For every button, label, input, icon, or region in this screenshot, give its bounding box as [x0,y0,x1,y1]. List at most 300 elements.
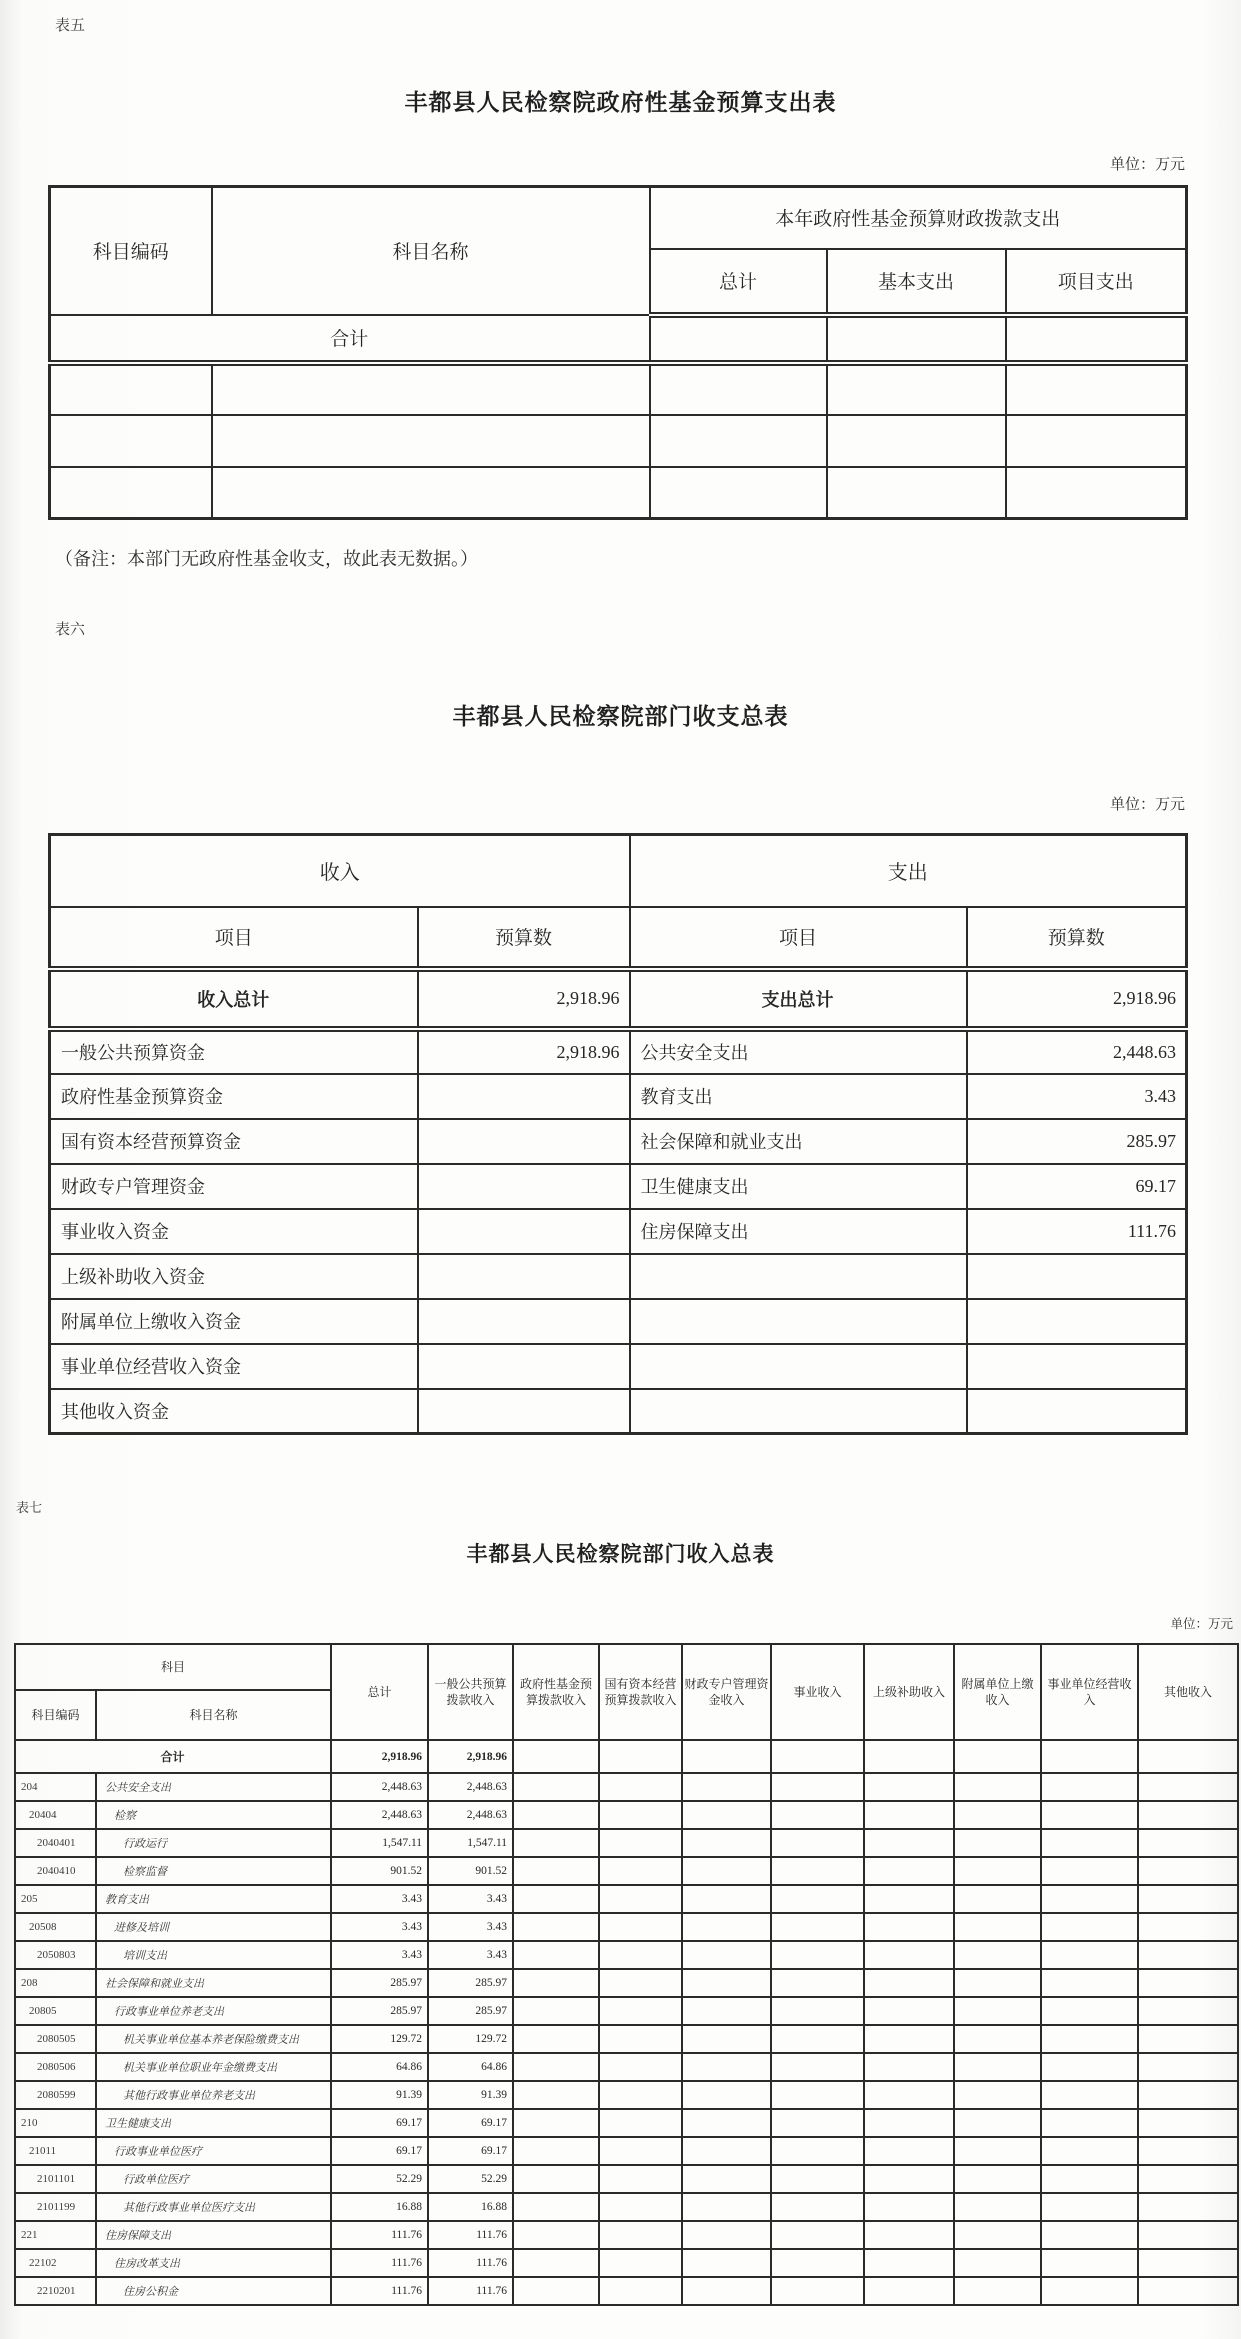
value-cell [513,1913,599,1941]
general-budget-value-cell: 285.97 [428,1969,513,1997]
expense-item-cell: 支出总计 [630,969,967,1029]
value-cell [1006,415,1187,467]
total-value-cell: 2,448.63 [331,1801,428,1829]
general-budget-value-cell: 3.43 [428,1913,513,1941]
general-budget-value-cell: 16.88 [428,2193,513,2221]
value-cell [771,1740,864,1773]
table6-group-header-row [50,835,1187,907]
subject-code-cell: 2080506 [15,2053,96,2081]
value-cell [682,2249,771,2277]
table7-column-header: 财政专户管理资金收入 [682,1644,771,1740]
income-value-cell [418,1209,630,1254]
subject-name-cell: 住房保障支出 [96,2221,331,2249]
table6-header [50,835,1187,969]
value-cell [1138,2193,1238,2221]
total-value-cell: 3.43 [331,1941,428,1969]
value-cell [864,2249,954,2277]
table6-unit-label: 单位：万元 [1109,797,1185,813]
expense-value-cell: 2,448.63 [967,1029,1187,1074]
table7-row [15,1857,1238,1885]
subject-code-cell: 2101101 [15,2165,96,2193]
value-cell [682,1801,771,1829]
value-cell [599,1740,682,1773]
value-cell [682,1885,771,1913]
value-cell [771,1773,864,1801]
general-budget-value-cell: 1,547.11 [428,1829,513,1857]
value-cell [954,2193,1041,2221]
value-cell [954,1857,1041,1885]
expense-item-cell: 社会保障和就业支出 [630,1119,967,1164]
table7-row [15,2165,1238,2193]
value-cell [864,1913,954,1941]
table7-unit-label: 单位：万元 [1170,1617,1233,1631]
value-cell [513,1997,599,2025]
subject-name-cell: 其他行政事业单位医疗支出 [96,2193,331,2221]
total-value-cell: 285.97 [331,1969,428,1997]
department-income-expenditure-summary-table [48,833,1188,1435]
value-cell [513,2165,599,2193]
subject-name-cell: 卫生健康支出 [96,2109,331,2137]
subject-code-cell: 2080599 [15,2081,96,2109]
total-value-cell: 3.43 [331,1913,428,1941]
value-cell [599,2249,682,2277]
table5-empty-body [50,363,1187,519]
value-cell [864,2193,954,2221]
subject-code-header: 科目编码 [15,1690,96,1740]
value-cell [771,2081,864,2109]
value-cell [513,2109,599,2137]
income-item-header: 项目 [50,907,418,969]
project-expenditure-column-header: 项目支出 [1006,249,1187,315]
value-cell [1138,1829,1238,1857]
value-cell [682,2109,771,2137]
value-cell [599,1913,682,1941]
expense-item-cell [630,1389,967,1434]
value-cell [864,1969,954,1997]
income-item-cell: 事业收入资金 [50,1209,418,1254]
expense-value-cell: 69.17 [967,1164,1187,1209]
total-value-cell: 69.17 [331,2137,428,2165]
value-cell [513,2221,599,2249]
value-cell [771,2137,864,2165]
table6-row [50,1299,1187,1344]
value-cell [1138,2165,1238,2193]
value-cell [1138,2025,1238,2053]
total-value-cell: 2,448.63 [331,1773,428,1801]
table7-row [15,2053,1238,2081]
value-cell [771,1997,864,2025]
value-cell [682,1997,771,2025]
value-cell [513,1829,599,1857]
total-value-cell: 111.76 [331,2249,428,2277]
value-cell [599,1773,682,1801]
general-budget-value-cell: 111.76 [428,2277,513,2305]
value-cell [1041,2137,1138,2165]
table6-row [50,1029,1187,1074]
value-cell [864,2165,954,2193]
value-cell [650,363,827,415]
total-value-cell: 69.17 [331,2109,428,2137]
value-cell [1041,1885,1138,1913]
value-cell [771,1801,864,1829]
general-budget-value-cell: 129.72 [428,2025,513,2053]
table6-row [50,1164,1187,1209]
income-item-cell: 财政专户管理资金 [50,1164,418,1209]
subject-name-cell [212,467,650,519]
value-cell [599,2221,682,2249]
subject-name-cell: 合计 [15,1740,331,1773]
table7-column-header: 国有资本经营预算拨款收入 [599,1644,682,1740]
expense-item-cell [630,1344,967,1389]
general-budget-value-cell: 285.97 [428,1997,513,2025]
table6-row [50,1209,1187,1254]
value-cell [599,2193,682,2221]
income-item-cell: 上级补助收入资金 [50,1254,418,1299]
subject-name-cell [212,415,650,467]
income-item-cell: 附属单位上缴收入资金 [50,1299,418,1344]
value-cell [1138,1885,1238,1913]
table7-row [15,2221,1238,2249]
value-cell [682,2025,771,2053]
general-budget-value-cell: 91.39 [428,2081,513,2109]
value-cell [599,2081,682,2109]
expense-item-header: 项目 [630,907,967,969]
value-cell [1041,2081,1138,2109]
table5-tag: 表五 [55,18,86,34]
table5-note: （备注：本部门无政府性基金收支，故此表无数据。） [55,549,478,569]
expense-value-cell [967,1299,1187,1344]
value-cell [1138,2081,1238,2109]
subject-name-cell [212,363,650,415]
income-group-header: 收入 [50,835,630,907]
value-cell [1041,1773,1138,1801]
general-budget-value-cell: 3.43 [428,1885,513,1913]
table6-row [50,1389,1187,1434]
subject-code-cell: 2080505 [15,2025,96,2053]
value-cell [599,1969,682,1997]
subject-name-header: 科目名称 [212,187,650,315]
income-item-cell: 事业单位经营收入资金 [50,1344,418,1389]
table6-row [50,1254,1187,1299]
table7-row [15,1969,1238,1997]
value-cell [1041,1969,1138,1997]
table7-row [15,1740,1238,1773]
value-cell [1041,1801,1138,1829]
subject-name-cell: 社会保障和就业支出 [96,1969,331,1997]
table7-column-header: 事业单位经营收入 [1041,1644,1138,1740]
subject-name-cell: 行政单位医疗 [96,2165,331,2193]
value-cell [513,2081,599,2109]
value-cell [1006,363,1187,415]
total-column-header: 总计 [650,249,827,315]
value-cell [771,2025,864,2053]
subject-name-cell: 机关事业单位基本养老保险缴费支出 [96,2025,331,2053]
subject-group-header: 科目 [15,1644,331,1690]
total-value-cell: 285.97 [331,1997,428,2025]
general-budget-value-cell: 3.43 [428,1941,513,1969]
subject-code-cell: 2210201 [15,2277,96,2305]
basic-expenditure-column-header: 基本支出 [827,249,1006,315]
expense-value-cell [967,1389,1187,1434]
value-cell [864,2137,954,2165]
expense-item-cell [630,1254,967,1299]
subject-name-cell: 行政事业单位养老支出 [96,1997,331,2025]
value-cell [954,1997,1041,2025]
value-cell [1138,1997,1238,2025]
value-cell [771,2165,864,2193]
table7-row [15,2277,1238,2305]
expense-item-cell: 公共安全支出 [630,1029,967,1074]
subject-name-header: 科目名称 [96,1690,331,1740]
table5-title: 丰都县人民检察院政府性基金预算支出表 [404,90,837,115]
value-cell [954,2165,1041,2193]
expense-value-cell: 3.43 [967,1074,1187,1119]
value-cell [513,2025,599,2053]
table6-tag: 表六 [55,622,86,638]
value-cell [599,2109,682,2137]
table7-row [15,1773,1238,1801]
value-cell [827,467,1006,519]
subject-code-cell: 2050803 [15,1941,96,1969]
general-budget-value-cell: 901.52 [428,1857,513,1885]
table6-column-header-row [50,907,1187,969]
value-cell [864,2109,954,2137]
value-cell [682,2137,771,2165]
table7-title: 丰都县人民检察院部门收入总表 [466,1542,775,1566]
expense-item-cell: 卫生健康支出 [630,1164,967,1209]
value-cell [771,1885,864,1913]
value-cell [599,1941,682,1969]
value-cell [682,1829,771,1857]
subject-code-cell: 21011 [15,2137,96,2165]
income-value-cell [418,1344,630,1389]
value-cell [1138,2277,1238,2305]
value-cell [827,415,1006,467]
value-cell [650,415,827,467]
value-cell [599,1857,682,1885]
value-cell [771,2249,864,2277]
table7-body [15,1740,1238,2305]
value-cell [827,363,1006,415]
expense-item-cell: 教育支出 [630,1074,967,1119]
total-value-cell: 2,918.96 [331,1740,428,1773]
table5-total-row [50,315,1187,363]
value-cell [1041,1997,1138,2025]
income-item-cell: 国有资本经营预算资金 [50,1119,418,1164]
value-cell [771,1969,864,1997]
subject-code-cell [50,415,212,467]
value-cell [864,1997,954,2025]
value-cell [864,1801,954,1829]
table7-row [15,2193,1238,2221]
value-cell [682,2165,771,2193]
table7-column-header: 附属单位上缴收入 [954,1644,1041,1740]
expense-group-header: 支出 [630,835,1187,907]
subject-name-cell: 检察 [96,1801,331,1829]
income-item-cell: 一般公共预算资金 [50,1029,418,1074]
subject-name-cell: 公共安全支出 [96,1773,331,1801]
value-cell [682,1773,771,1801]
value-cell [599,1997,682,2025]
general-budget-value-cell: 2,918.96 [428,1740,513,1773]
table7-column-header: 总计 [331,1644,428,1740]
value-cell [1138,1969,1238,1997]
value-cell [954,2109,1041,2137]
table6-row [50,1344,1187,1389]
value-cell [1041,1913,1138,1941]
subject-code-cell: 2101199 [15,2193,96,2221]
value-cell [1138,1801,1238,1829]
fund-appropriation-group-header: 本年政府性基金预算财政拨款支出 [650,187,1187,249]
general-budget-value-cell: 69.17 [428,2109,513,2137]
value-cell [954,1801,1041,1829]
income-value-cell [418,1389,630,1434]
table7-row [15,1997,1238,2025]
value-cell [1138,1773,1238,1801]
subject-name-cell: 其他行政事业单位养老支出 [96,2081,331,2109]
value-cell [650,315,827,363]
value-cell [1041,2277,1138,2305]
value-cell [682,2053,771,2081]
value-cell [864,2221,954,2249]
total-value-cell: 111.76 [331,2221,428,2249]
value-cell [1138,2249,1238,2277]
value-cell [864,1941,954,1969]
subject-code-cell: 208 [15,1969,96,1997]
value-cell [771,1913,864,1941]
subject-name-cell: 机关事业单位职业年金缴费支出 [96,2053,331,2081]
total-value-cell: 1,547.11 [331,1829,428,1857]
table6-row [50,1119,1187,1164]
total-value-cell: 111.76 [331,2277,428,2305]
table7-row [15,1913,1238,1941]
subject-name-cell: 住房改革支出 [96,2249,331,2277]
value-cell [682,2221,771,2249]
expense-budget-header: 预算数 [967,907,1187,969]
table7-row [15,1829,1238,1857]
total-row-label: 合计 [50,315,650,363]
general-budget-value-cell: 111.76 [428,2221,513,2249]
subject-code-cell: 204 [15,1773,96,1801]
value-cell [1041,2193,1138,2221]
value-cell [1041,1941,1138,1969]
value-cell [1041,1740,1138,1773]
value-cell [954,2137,1041,2165]
value-cell [599,1801,682,1829]
subject-name-cell: 教育支出 [96,1885,331,1913]
subject-code-cell: 20805 [15,1997,96,2025]
income-value-cell [418,1119,630,1164]
subject-code-cell: 20508 [15,1913,96,1941]
value-cell [864,2025,954,2053]
income-value-cell: 2,918.96 [418,1029,630,1074]
value-cell [954,2249,1041,2277]
total-value-cell: 64.86 [331,2053,428,2081]
table5-total-body [50,315,1187,363]
value-cell [954,2053,1041,2081]
value-cell [513,1857,599,1885]
value-cell [864,1829,954,1857]
subject-code-cell [50,363,212,415]
table6-title: 丰都县人民检察院部门收支总表 [452,704,789,729]
general-budget-value-cell: 52.29 [428,2165,513,2193]
income-budget-header: 预算数 [418,907,630,969]
table7-column-header: 其他收入 [1138,1644,1238,1740]
subject-code-cell [50,467,212,519]
general-budget-value-cell: 64.86 [428,2053,513,2081]
value-cell [954,2221,1041,2249]
total-value-cell: 129.72 [331,2025,428,2053]
value-cell [771,2277,864,2305]
table7-row [15,1885,1238,1913]
value-cell [599,1829,682,1857]
value-cell [513,1773,599,1801]
value-cell [599,2025,682,2053]
value-cell [682,2277,771,2305]
value-cell [827,315,1006,363]
table7-row [15,2249,1238,2277]
value-cell [1041,1829,1138,1857]
value-cell [682,2081,771,2109]
income-value-cell [418,1074,630,1119]
value-cell [954,1941,1041,1969]
value-cell [771,1829,864,1857]
value-cell [771,1857,864,1885]
department-income-summary-table [14,1643,1239,2306]
table7-row [15,2109,1238,2137]
total-value-cell: 901.52 [331,1857,428,1885]
value-cell [682,1969,771,1997]
value-cell [954,2277,1041,2305]
table5-header-row1 [50,187,1187,249]
subject-name-cell: 进修及培训 [96,1913,331,1941]
income-value-cell [418,1299,630,1344]
value-cell [1138,1941,1238,1969]
income-item-cell: 其他收入资金 [50,1389,418,1434]
value-cell [954,1740,1041,1773]
subject-code-cell: 2040410 [15,1857,96,1885]
value-cell [513,1941,599,1969]
table7-column-header: 事业收入 [771,1644,864,1740]
value-cell [682,2193,771,2221]
total-value-cell: 3.43 [331,1885,428,1913]
table7-row [15,1941,1238,1969]
value-cell [864,1773,954,1801]
expense-value-cell [967,1254,1187,1299]
subject-code-cell: 22102 [15,2249,96,2277]
value-cell [1138,1857,1238,1885]
table7-row [15,2025,1238,2053]
value-cell [1041,2249,1138,2277]
value-cell [864,2277,954,2305]
table5-empty-row [50,415,1187,467]
value-cell [513,1885,599,1913]
general-budget-value-cell: 2,448.63 [428,1773,513,1801]
table5-header [50,187,1187,315]
value-cell [599,1885,682,1913]
value-cell [513,2193,599,2221]
income-value-cell [418,1164,630,1209]
value-cell [513,2249,599,2277]
value-cell [599,2165,682,2193]
value-cell [682,1740,771,1773]
subject-code-cell: 2040401 [15,1829,96,1857]
value-cell [1138,2137,1238,2165]
table7-row [15,1801,1238,1829]
value-cell [1041,2053,1138,2081]
expense-value-cell [967,1344,1187,1389]
table6-row [50,1074,1187,1119]
